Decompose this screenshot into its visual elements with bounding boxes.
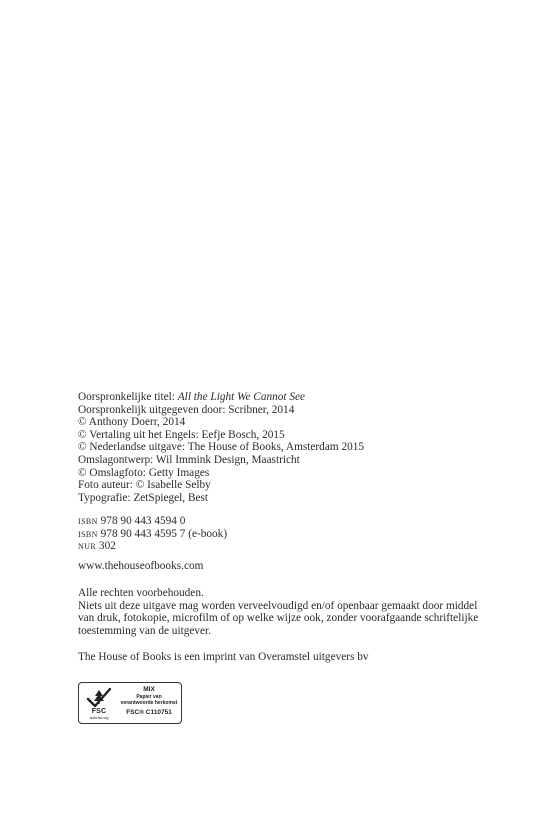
credits-block [78, 391, 364, 504]
fsc-label [78, 682, 182, 724]
isbn-ebook-line [78, 528, 227, 541]
fsc-code: FSC® C110751 [126, 709, 172, 716]
nur-value: 302 [96, 540, 116, 553]
rights-block [78, 587, 478, 637]
fsc-logo-text: FSC [91, 708, 107, 715]
fsc-desc-line-2: verantwoorde herkomst [120, 700, 178, 706]
dutch-edition-credit: © Nederlandse uitgave: The House of Books, Amsterdam 2015 [78, 441, 365, 454]
translation-credit: © Vertaling uit het Engels: Eefje Bosch, 2015 [78, 428, 285, 441]
rights-line-1: Alle rechten voorbehouden. [78, 587, 204, 599]
website-url: www.thehouseofbooks.com [78, 560, 204, 572]
fsc-text [117, 686, 181, 717]
isbn-print: 978 90 443 4594 0 [97, 515, 186, 527]
fsc-tree-check-icon [84, 686, 114, 708]
original-publisher: Oorspronkelijk uitgegeven door: Scribner, 2014 [78, 403, 295, 416]
imprint-block [78, 651, 369, 664]
typography-credit: Typografie: ZetSpiegel, Best [78, 491, 209, 504]
nur-line [78, 540, 227, 553]
original-title-label: Oorspronkelijke titel: [78, 391, 178, 403]
rights-line-3: van druk, fotokopie, microfilm of op welke wijze ook, zonder voorafgaande schriftelijke [78, 612, 479, 625]
author-photo-credit: Foto auteur: © Isabelle Selby [78, 479, 211, 492]
isbn-label: isbn [78, 527, 98, 540]
nur-label: nur [78, 540, 97, 553]
website-block [78, 560, 203, 573]
cover-design-credit: Omslagontwerp: Wil Immink Design, Maastricht [78, 453, 300, 466]
fsc-mix: MIX [143, 686, 155, 693]
isbn-ebook: 978 90 443 4595 7 (e-book) [97, 527, 228, 540]
original-title: All the Light We Cannot See [177, 391, 306, 403]
isbn-label: isbn [78, 515, 98, 527]
fsc-website: www.fsc.org [89, 716, 109, 720]
copyright-author: © Anthony Doerr, 2014 [78, 416, 186, 429]
original-title-line [78, 391, 364, 404]
rights-line-2: Niets uit deze uitgave mag worden verveelvoudigd en/of openbaar gemaakt door middel [78, 599, 478, 612]
rights-line-4: toestemming van de uitgever. [78, 624, 212, 637]
fsc-logo [84, 686, 114, 721]
imprint-statement: The House of Books is een imprint van Overamstel uitgevers bv [78, 651, 369, 663]
cover-photo-credit: © Omslagfoto: Getty Images [78, 466, 210, 479]
isbn-block [78, 515, 227, 553]
fsc-desc-line-1: Papier van [136, 694, 162, 700]
isbn-print-line [78, 515, 227, 528]
